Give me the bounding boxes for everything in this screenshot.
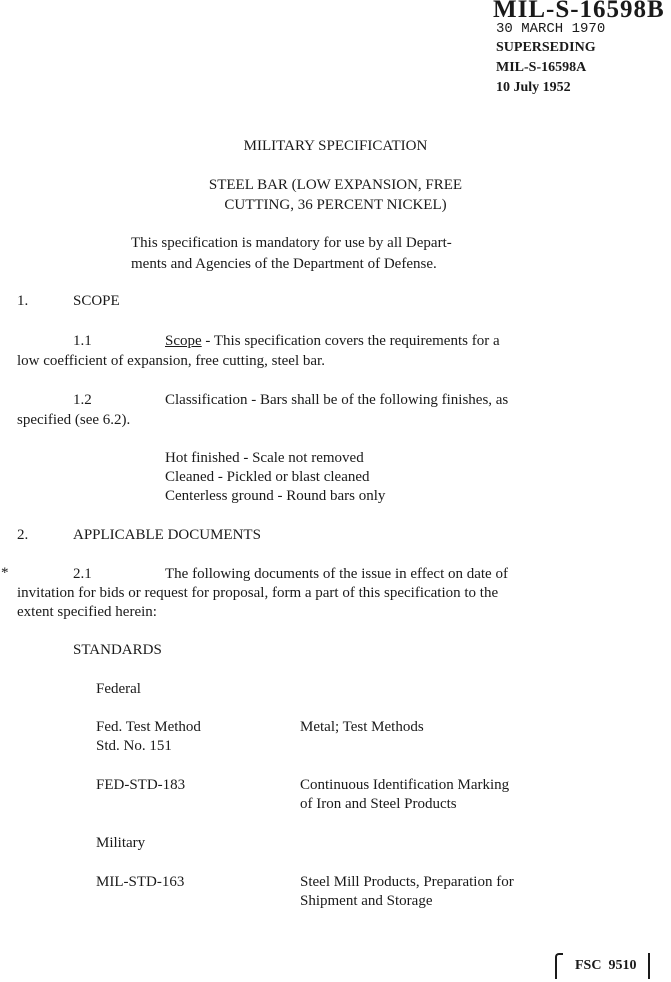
- section-2-title: APPLICABLE DOCUMENTS: [73, 527, 261, 543]
- superseded-document-date: 10 July 1952: [496, 80, 571, 95]
- document-id: MIL-S-16598B: [493, 0, 665, 23]
- military-standard-description: Shipment and Storage: [300, 893, 433, 909]
- specification-subject-line-2: CUTTING, 36 PERCENT NICKEL): [224, 197, 447, 213]
- para-1-1-text: - This specification covers the requirements for a: [201, 333, 500, 349]
- section-2-number: 2.: [17, 527, 29, 543]
- para-2-1-line-3: extent specified herein:: [17, 604, 157, 620]
- military-label: Military: [96, 835, 146, 851]
- right-bracket-icon: [648, 953, 650, 979]
- fsc-code: FSC 9510: [575, 958, 637, 973]
- federal-standard-id: Fed. Test Method: [96, 719, 201, 735]
- para-2-1-line-2: invitation for bids or request for proposal, form a part of this specification to the: [17, 585, 499, 601]
- federal-standard-description: Continuous Identification Marking: [300, 777, 510, 793]
- military-standard-id: MIL-STD-163: [96, 874, 185, 890]
- superseding-label: SUPERSEDING: [496, 40, 596, 55]
- para-1-1-line-2: low coefficient of expansion, free cutting, steel bar.: [17, 353, 325, 369]
- federal-standard-id: Std. No. 151: [96, 738, 172, 754]
- section-1-title: SCOPE: [73, 293, 120, 309]
- para-1-2-number: 1.2: [73, 392, 92, 408]
- fsc-code-box: [555, 952, 650, 980]
- superseded-document-id: MIL-S-16598A: [496, 60, 587, 75]
- para-1-2-line-1: Classification - Bars shall be of the following finishes, as: [165, 392, 509, 408]
- mandatory-statement-line-2: ments and Agencies of the Department of Defense.: [131, 256, 437, 272]
- standards-label: STANDARDS: [73, 642, 162, 658]
- federal-standard-description: of Iron and Steel Products: [300, 796, 457, 812]
- finish-item: Cleaned - Pickled or blast cleaned: [165, 469, 370, 485]
- section-1-number: 1.: [17, 293, 29, 309]
- para-2-1-number: 2.1: [73, 566, 92, 582]
- military-standard-description: Steel Mill Products, Preparation for: [300, 874, 514, 890]
- para-2-1-line-1: The following documents of the issue in effect on date of: [165, 566, 508, 582]
- mandatory-statement-line-1: This specification is mandatory for use by all Depart-: [131, 235, 452, 251]
- specification-subject-line-1: STEEL BAR (LOW EXPANSION, FREE: [208, 177, 463, 193]
- federal-label: Federal: [96, 681, 141, 697]
- federal-standard-description: Metal; Test Methods: [300, 719, 424, 735]
- para-1-1-number: 1.1: [73, 333, 92, 349]
- federal-standard-id: FED-STD-183: [96, 777, 186, 793]
- para-1-2-line-2: specified (see 6.2).: [17, 412, 131, 428]
- left-bracket-icon: [555, 953, 563, 979]
- para-1-1-heading: Scope: [165, 333, 202, 349]
- change-marker: *: [1, 565, 9, 581]
- para-1-1-line-1: [165, 333, 500, 350]
- finish-item: Centerless ground - Round bars only: [165, 488, 386, 504]
- document-date: 30 MARCH 1970: [496, 21, 606, 37]
- specification-type: MILITARY SPECIFICATION: [243, 138, 428, 154]
- finish-item: Hot finished - Scale not removed: [165, 450, 364, 466]
